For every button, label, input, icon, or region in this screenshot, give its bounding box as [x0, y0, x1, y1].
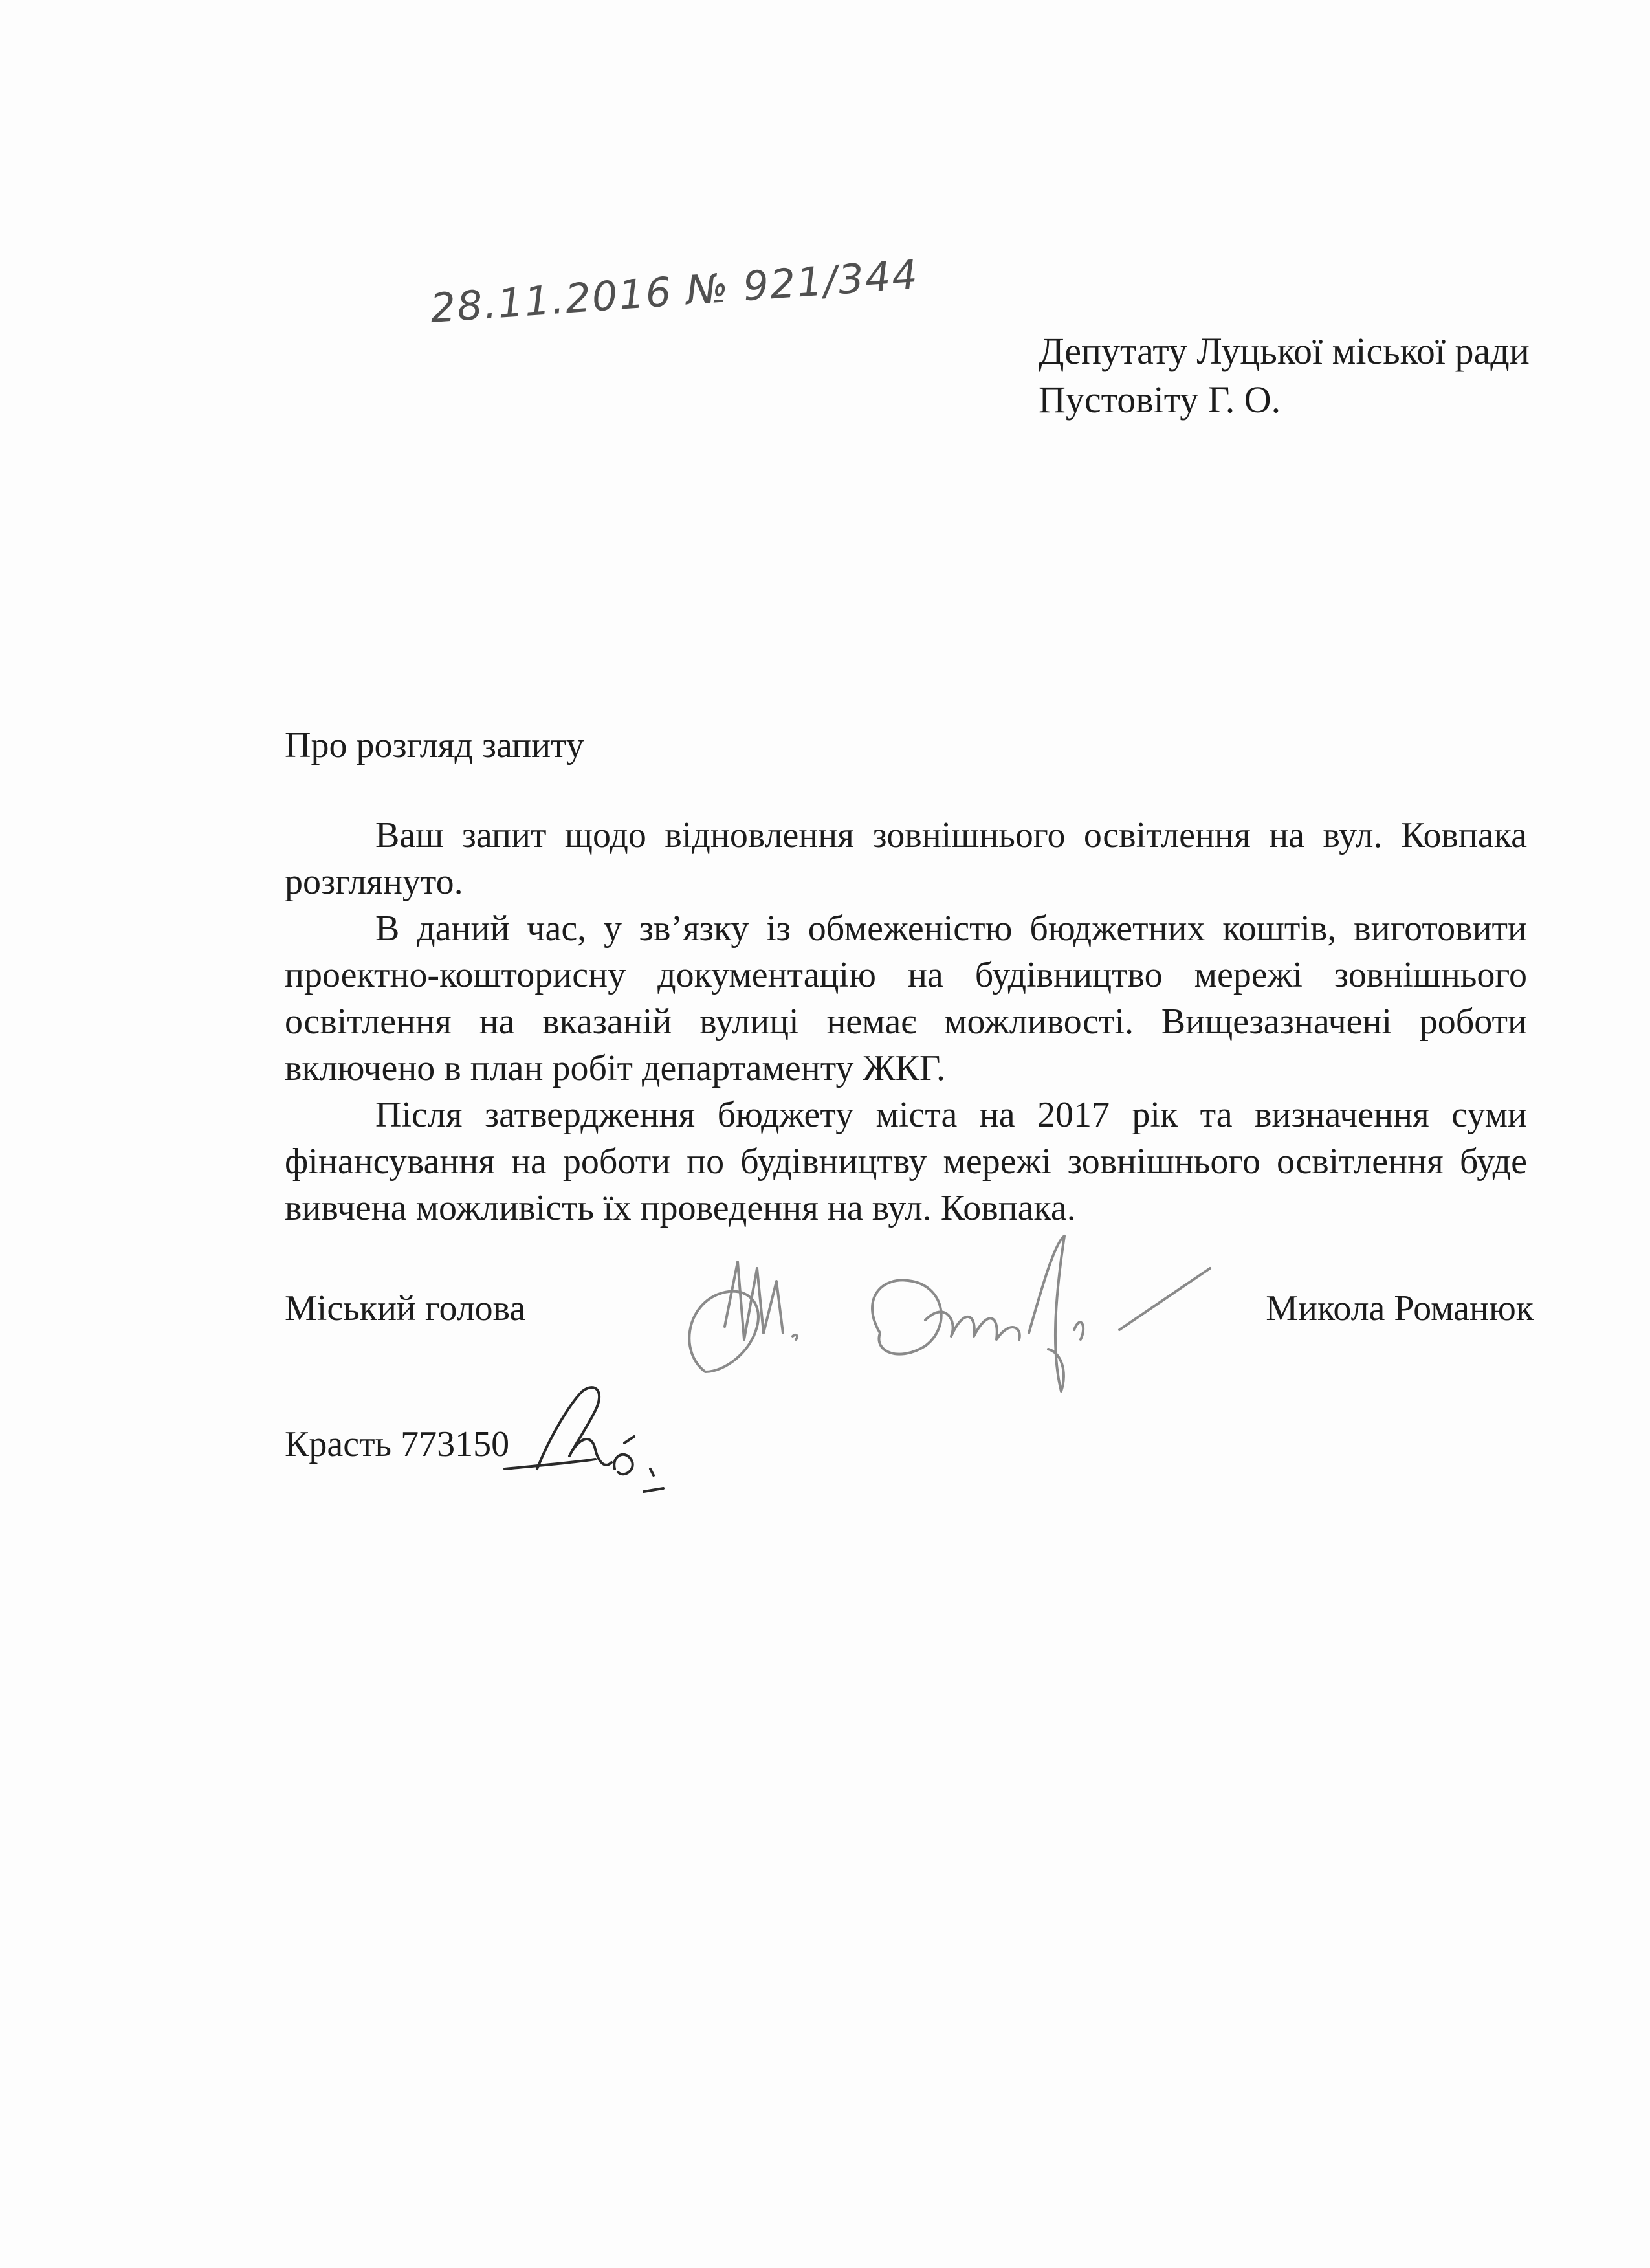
addressee-block [1039, 327, 1530, 424]
signer-name: Микола Романюк [1266, 1288, 1534, 1328]
body-paragraph-1: Ваш запит щодо відновлення зовнішнього освітлення на вул. Ковпака розглянуто. [285, 815, 1527, 902]
handwritten-registration-number: 28.11.2016 № 921/344 [428, 250, 921, 333]
mayor-signature-image [666, 1223, 1223, 1411]
executor-signature-image [498, 1372, 692, 1501]
body-paragraph-3: Після затвердження бюджету міста на 2017 рік та визначення суми фінансування на роботи по будівництву мережі зовнішнього освітлення буде вивчена можливість їх проведення на вул. Ковпака. [285, 1095, 1527, 1228]
letter-body [285, 812, 1527, 1231]
letter-subject: Про розгляд запиту [285, 725, 584, 765]
executor-line: Красть 773150 [285, 1424, 510, 1464]
body-paragraph-2: В даний час, у зв’язку із обмеженістю бюджетних коштів, виготовити проектно-кошторисну документацію на будівництво мережі зовнішнього освітлення на вказаній вулиці немає можливості. Вищезазначені роботи включено в план робіт департаменту ЖКГ. [285, 908, 1527, 1088]
signer-position: Міський голова [285, 1288, 526, 1328]
addressee-line-2: Пустовіту Г. О. [1039, 379, 1281, 421]
addressee-line-1: Депутату Луцької міської ради [1039, 330, 1530, 372]
